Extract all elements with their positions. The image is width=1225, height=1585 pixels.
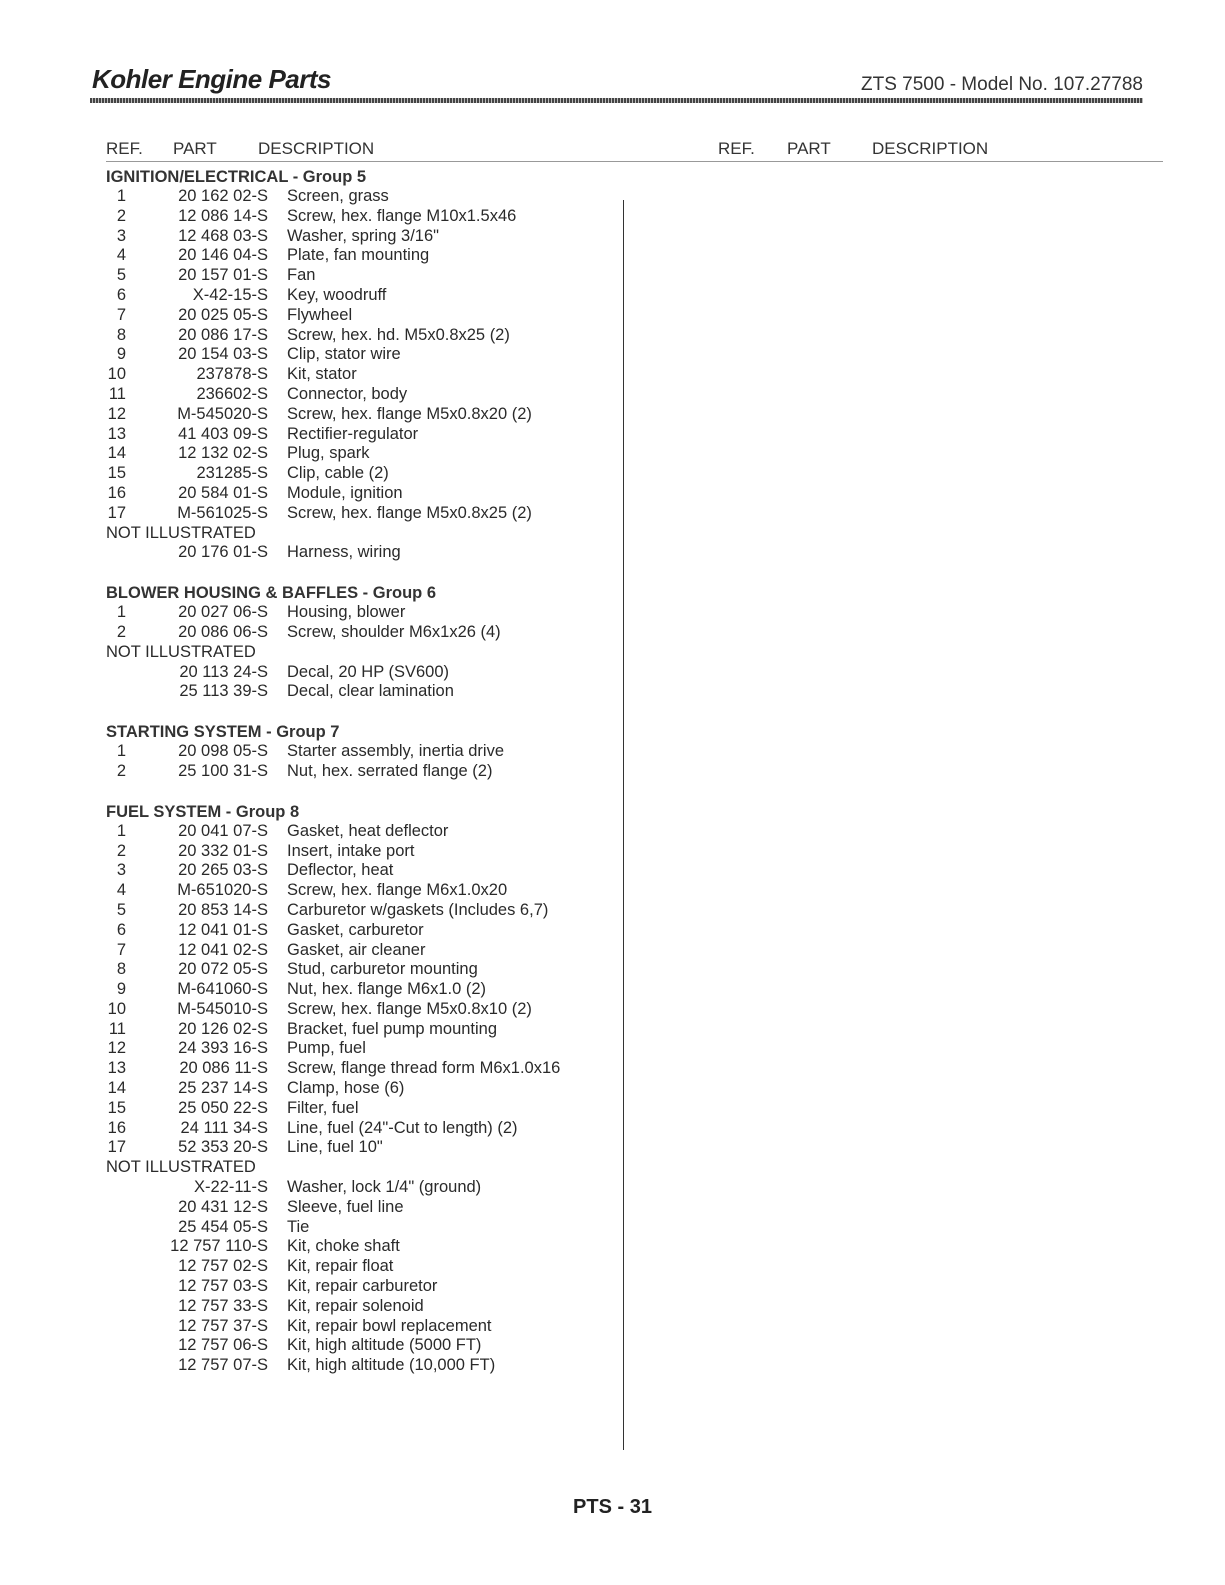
col-ref-header: REF. bbox=[106, 139, 143, 158]
part-number: 20 584 01-S bbox=[178, 483, 268, 502]
part-description: Fan bbox=[287, 266, 316, 285]
parts-row bbox=[106, 861, 606, 881]
brand-title: Kohler Engine Parts bbox=[92, 64, 331, 94]
part-description: Gasket, heat deflector bbox=[287, 821, 449, 840]
part-description: Rectifier-regulator bbox=[287, 424, 419, 443]
ref-number: 2 bbox=[116, 206, 126, 225]
part-number: M-545010-S bbox=[177, 999, 268, 1018]
part-description: Washer, spring 3/16" bbox=[287, 226, 439, 245]
page-number: PTS - 31 bbox=[573, 1496, 652, 1518]
group-spacer bbox=[106, 782, 606, 802]
part-description: Flywheel bbox=[287, 305, 353, 324]
part-description: Gasket, air cleaner bbox=[287, 940, 426, 959]
part-description: Nut, hex. serrated flange (2) bbox=[287, 761, 493, 780]
parts-row bbox=[106, 1020, 606, 1040]
part-number: 12 757 06-S bbox=[178, 1336, 268, 1355]
model-title: ZTS 7500 - Model No. 107.27788 bbox=[860, 74, 1143, 95]
part-number: 20 098 05-S bbox=[178, 742, 268, 761]
parts-row bbox=[106, 1079, 606, 1099]
part-number: 12 041 01-S bbox=[178, 920, 268, 939]
part-number: 20 162 02-S bbox=[178, 187, 268, 205]
ref-number: 1 bbox=[116, 821, 126, 840]
parts-row bbox=[106, 623, 606, 643]
parts-row bbox=[106, 227, 606, 247]
parts-row bbox=[106, 1336, 606, 1356]
part-description: Stud, carburetor mounting bbox=[287, 960, 478, 979]
not-illustrated-label: NOT ILLUSTRATED bbox=[106, 523, 256, 542]
part-description: Kit, choke shaft bbox=[287, 1237, 400, 1256]
part-description: Pump, fuel bbox=[287, 1039, 366, 1058]
column-header-rule bbox=[106, 161, 1163, 162]
parts-row bbox=[106, 1099, 606, 1119]
parts-row bbox=[106, 603, 606, 623]
part-description: Connector, body bbox=[287, 384, 408, 403]
part-description: Housing, blower bbox=[287, 603, 406, 622]
part-description: Screw, hex. flange M10x1.5x46 bbox=[287, 206, 517, 225]
column-divider bbox=[623, 200, 624, 1450]
group-spacer bbox=[106, 563, 606, 583]
part-number: 12 757 02-S bbox=[178, 1257, 268, 1276]
ref-number: 10 bbox=[107, 999, 126, 1018]
parts-row bbox=[106, 286, 606, 306]
group-title: STARTING SYSTEM - Group 7 bbox=[106, 723, 340, 742]
part-description: Screw, hex. flange M5x0.8x10 (2) bbox=[287, 999, 532, 1018]
part-number: 20 086 17-S bbox=[178, 325, 268, 344]
part-number: M-651020-S bbox=[177, 881, 268, 900]
part-description: Bracket, fuel pump mounting bbox=[287, 1019, 498, 1038]
part-number: 20 853 14-S bbox=[178, 900, 268, 919]
part-description: Screw, hex. flange M5x0.8x20 (2) bbox=[287, 404, 532, 423]
part-description: Clamp, hose (6) bbox=[287, 1079, 405, 1098]
parts-row bbox=[106, 1178, 606, 1198]
part-description: Plug, spark bbox=[287, 444, 370, 463]
parts-row bbox=[106, 246, 606, 266]
part-number: 25 237 14-S bbox=[178, 1079, 268, 1098]
part-description: Kit, repair bowl replacement bbox=[287, 1316, 492, 1335]
parts-row bbox=[106, 543, 606, 563]
part-description: Carburetor w/gaskets (Includes 6,7) bbox=[287, 900, 549, 919]
part-number: 12 086 14-S bbox=[178, 206, 268, 225]
part-description: Line, fuel 10" bbox=[287, 1138, 383, 1157]
ref-number: 11 bbox=[108, 384, 126, 403]
not-illustrated-label: NOT ILLUSTRATED bbox=[106, 642, 256, 661]
part-number: 20 157 01-S bbox=[178, 266, 268, 285]
parts-row bbox=[106, 266, 606, 286]
part-description: Screw, hex. hd. M5x0.8x25 (2) bbox=[287, 325, 510, 344]
parts-row bbox=[106, 1277, 606, 1297]
ref-number: 12 bbox=[107, 1039, 126, 1058]
part-description: Kit, repair float bbox=[287, 1257, 394, 1276]
part-number: M-561025-S bbox=[177, 503, 268, 522]
ref-number: 13 bbox=[107, 1059, 126, 1078]
part-description: Clip, cable (2) bbox=[287, 464, 389, 483]
ref-number: 2 bbox=[116, 622, 126, 641]
parts-row bbox=[106, 960, 606, 980]
ref-number: 14 bbox=[107, 1079, 126, 1098]
part-number: 12 757 33-S bbox=[178, 1296, 268, 1315]
parts-row bbox=[106, 1218, 606, 1238]
ref-number: 7 bbox=[116, 940, 126, 959]
part-number: 237878-S bbox=[196, 365, 268, 384]
ref-number: 10 bbox=[107, 365, 126, 384]
parts-row bbox=[106, 1039, 606, 1059]
group-title: FUEL SYSTEM - Group 8 bbox=[106, 802, 300, 821]
ref-number: 6 bbox=[116, 920, 126, 939]
parts-row bbox=[106, 464, 606, 484]
part-description: Line, fuel (24"-Cut to length) (2) bbox=[287, 1118, 518, 1137]
part-number: 12 757 37-S bbox=[178, 1316, 268, 1335]
part-description: Screw, hex. flange M5x0.8x25 (2) bbox=[287, 503, 532, 522]
part-description: Insert, intake port bbox=[287, 841, 415, 860]
ref-number: 8 bbox=[116, 960, 126, 979]
part-number: 20 041 07-S bbox=[178, 821, 268, 840]
part-number: 12 757 03-S bbox=[178, 1277, 268, 1296]
part-number: 20 113 24-S bbox=[179, 662, 268, 681]
parts-row bbox=[106, 345, 606, 365]
part-number: 25 454 05-S bbox=[178, 1217, 268, 1236]
ref-number: 16 bbox=[107, 483, 126, 502]
ref-number: 17 bbox=[107, 503, 126, 522]
part-description: Screw, shoulder M6x1x26 (4) bbox=[287, 622, 501, 641]
ref-number: 8 bbox=[116, 325, 126, 344]
parts-row bbox=[106, 1317, 606, 1337]
part-number: 20 146 04-S bbox=[178, 246, 268, 265]
part-number: X-22-11-S bbox=[194, 1178, 268, 1197]
part-number: 236602-S bbox=[196, 384, 268, 403]
ref-number: 1 bbox=[116, 187, 126, 205]
group-title: IGNITION/ELECTRICAL - Group 5 bbox=[106, 168, 367, 186]
ref-number: 9 bbox=[116, 980, 126, 999]
parts-row bbox=[106, 207, 606, 227]
parts-row bbox=[106, 385, 606, 405]
parts-row bbox=[106, 1119, 606, 1139]
part-number: 20 176 01-S bbox=[178, 543, 268, 562]
part-description: Filter, fuel bbox=[287, 1098, 359, 1117]
parts-row bbox=[106, 425, 606, 445]
part-description: Module, ignition bbox=[287, 483, 403, 502]
ref-number: 5 bbox=[116, 266, 126, 285]
parts-row bbox=[106, 842, 606, 862]
part-number: 52 353 20-S bbox=[178, 1138, 268, 1157]
ref-number: 4 bbox=[116, 881, 126, 900]
part-number: X-42-15-S bbox=[192, 285, 268, 304]
part-number: 25 113 39-S bbox=[179, 682, 268, 701]
ref-number: 17 bbox=[107, 1138, 126, 1157]
ref-number: 5 bbox=[116, 900, 126, 919]
parts-row bbox=[106, 1257, 606, 1277]
ref-number: 16 bbox=[107, 1118, 126, 1137]
not-illustrated-label: NOT ILLUSTRATED bbox=[106, 1158, 256, 1177]
parts-row bbox=[106, 881, 606, 901]
parts-row bbox=[106, 921, 606, 941]
ref-number: 11 bbox=[108, 1019, 126, 1038]
part-description: Nut, hex. flange M6x1.0 (2) bbox=[287, 980, 487, 999]
group-title: BLOWER HOUSING & BAFFLES - Group 6 bbox=[106, 584, 436, 603]
ref-number: 1 bbox=[116, 603, 126, 622]
part-description: Harness, wiring bbox=[287, 543, 401, 562]
part-number: 12 757 07-S bbox=[178, 1356, 268, 1375]
group-spacer bbox=[106, 702, 606, 722]
col-description-header: DESCRIPTION bbox=[258, 139, 375, 158]
ref-number: 2 bbox=[116, 761, 126, 780]
part-description: Gasket, carburetor bbox=[287, 920, 424, 939]
part-number: 12 132 02-S bbox=[178, 444, 268, 463]
parts-list bbox=[106, 167, 606, 1376]
ref-number: 9 bbox=[116, 345, 126, 364]
part-number: 24 111 34-S bbox=[180, 1118, 268, 1137]
part-number: 24 393 16-S bbox=[178, 1039, 268, 1058]
parts-row bbox=[106, 762, 606, 782]
parts-row bbox=[106, 504, 606, 524]
part-number: 20 072 05-S bbox=[178, 960, 268, 979]
ref-number: 3 bbox=[116, 226, 126, 245]
parts-row bbox=[106, 682, 606, 702]
parts-row bbox=[106, 326, 606, 346]
part-description: Decal, clear lamination bbox=[287, 682, 454, 701]
part-number: 12 757 110-S bbox=[170, 1237, 268, 1256]
part-number: 25 050 22-S bbox=[178, 1098, 268, 1117]
part-description: Kit, high altitude (10,000 FT) bbox=[287, 1356, 496, 1375]
parts-row bbox=[106, 187, 606, 207]
part-description: Washer, lock 1/4" (ground) bbox=[287, 1178, 482, 1197]
ref-number: 4 bbox=[116, 246, 126, 265]
ref-number: 15 bbox=[107, 464, 126, 483]
part-number: 12 041 02-S bbox=[178, 940, 268, 959]
part-number: M-545020-S bbox=[177, 404, 268, 423]
ref-number: 6 bbox=[116, 285, 126, 304]
parts-row bbox=[106, 1000, 606, 1020]
part-number: 20 332 01-S bbox=[178, 841, 268, 860]
part-description: Starter assembly, inertia drive bbox=[287, 742, 505, 761]
parts-row bbox=[106, 365, 606, 385]
part-description: Sleeve, fuel line bbox=[287, 1197, 404, 1216]
col-part-header: PART bbox=[173, 139, 217, 158]
ref-number: 3 bbox=[116, 861, 126, 880]
parts-row bbox=[106, 444, 606, 464]
part-description: Kit, high altitude (5000 FT) bbox=[287, 1336, 482, 1355]
part-number: 20 126 02-S bbox=[178, 1019, 268, 1038]
part-number: 20 027 06-S bbox=[178, 603, 268, 622]
parts-row bbox=[106, 484, 606, 504]
ref-number: 15 bbox=[107, 1098, 126, 1117]
part-number: 20 154 03-S bbox=[178, 345, 268, 364]
parts-row bbox=[106, 822, 606, 842]
part-number: 41 403 09-S bbox=[178, 424, 268, 443]
header-rule bbox=[90, 98, 1143, 103]
parts-row bbox=[106, 1356, 606, 1376]
parts-row bbox=[106, 1198, 606, 1218]
parts-row bbox=[106, 663, 606, 683]
part-description: Kit, repair solenoid bbox=[287, 1296, 424, 1315]
part-description: Kit, stator bbox=[287, 365, 357, 384]
col-description-header-right: DESCRIPTION bbox=[872, 139, 989, 158]
col-ref-header-right: REF. bbox=[718, 139, 755, 158]
ref-number: 2 bbox=[116, 841, 126, 860]
ref-number: 14 bbox=[107, 444, 126, 463]
part-number: 20 265 03-S bbox=[178, 861, 268, 880]
parts-row bbox=[106, 1297, 606, 1317]
part-number: 20 086 11-S bbox=[179, 1059, 268, 1078]
part-description: Clip, stator wire bbox=[287, 345, 401, 364]
part-description: Screw, flange thread form M6x1.0x16 bbox=[287, 1059, 561, 1078]
part-description: Key, woodruff bbox=[287, 285, 387, 304]
ref-number: 7 bbox=[116, 305, 126, 324]
part-number: 20 431 12-S bbox=[178, 1197, 268, 1216]
parts-row bbox=[106, 980, 606, 1000]
part-description: Decal, 20 HP (SV600) bbox=[287, 662, 450, 681]
parts-row bbox=[106, 1059, 606, 1079]
parts-row bbox=[106, 742, 606, 762]
parts-row bbox=[106, 1237, 606, 1257]
parts-row bbox=[106, 405, 606, 425]
col-part-header-right: PART bbox=[787, 139, 831, 158]
part-description: Deflector, heat bbox=[287, 861, 394, 880]
ref-number: 1 bbox=[116, 742, 126, 761]
part-description: Kit, repair carburetor bbox=[287, 1277, 438, 1296]
part-description: Screen, grass bbox=[287, 187, 389, 205]
part-description: Screw, hex. flange M6x1.0x20 bbox=[287, 881, 508, 900]
parts-row bbox=[106, 1138, 606, 1158]
part-description: Tie bbox=[287, 1217, 310, 1236]
parts-row bbox=[106, 901, 606, 921]
ref-number: 12 bbox=[107, 404, 126, 423]
part-number: 20 086 06-S bbox=[178, 622, 268, 641]
part-number: M-641060-S bbox=[177, 980, 268, 999]
part-description: Plate, fan mounting bbox=[287, 246, 430, 265]
ref-number: 13 bbox=[107, 424, 126, 443]
parts-row bbox=[106, 306, 606, 326]
part-number: 231285-S bbox=[196, 464, 268, 483]
parts-row bbox=[106, 941, 606, 961]
part-number: 20 025 05-S bbox=[178, 305, 268, 324]
part-number: 12 468 03-S bbox=[178, 226, 268, 245]
part-number: 25 100 31-S bbox=[178, 761, 268, 780]
